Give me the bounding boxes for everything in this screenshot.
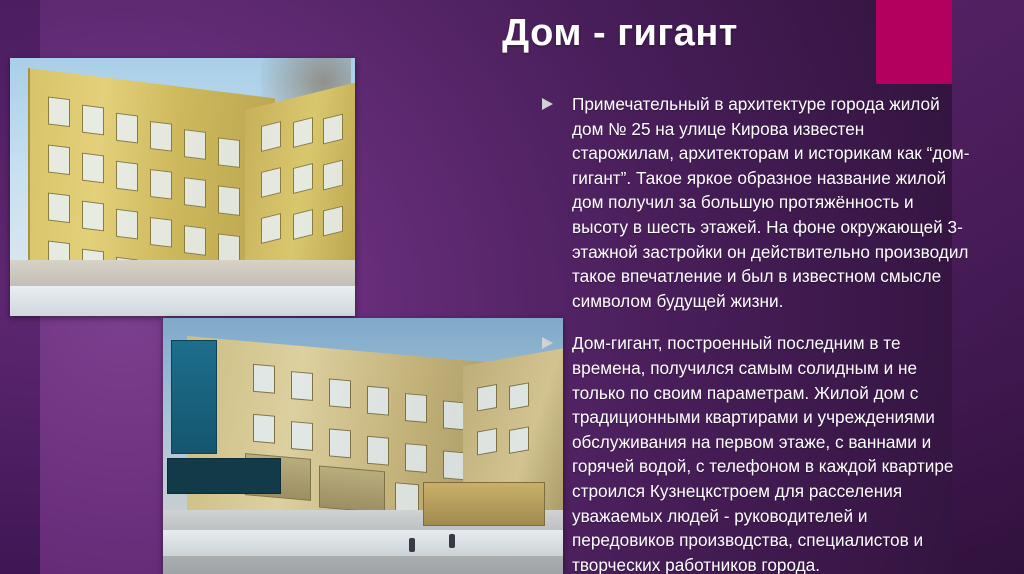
snow-ground xyxy=(10,286,355,316)
paragraph-text: Примечательный в архитектуре города жилой дом № 25 на улице Кирова известен старожилам, архитекторам и историкам как “дом-гигант”. Такое яркое образное название жилой дом получил за большую протяжённость и высоту в шесть этажей. На фоне окружающей 3-этажной застройки он действительно производил такое впечатление и был в известном смысле символом будущей жизни. xyxy=(572,94,970,311)
bullet-paragraph xyxy=(538,331,970,574)
triangle-bullet-icon xyxy=(542,98,553,110)
triangle-bullet-icon xyxy=(542,337,553,349)
street-sign-vertical xyxy=(171,340,217,454)
shop-frontage xyxy=(423,482,545,526)
slide-body-text xyxy=(538,92,970,574)
accent-block xyxy=(876,0,952,84)
slide-image-1 xyxy=(10,58,355,316)
pedestrian xyxy=(449,534,455,548)
pedestrian xyxy=(409,538,415,552)
bullet-paragraph xyxy=(538,92,970,313)
slide-image-2 xyxy=(163,318,563,574)
street-sign-horizontal xyxy=(167,458,281,494)
snow-bank xyxy=(163,530,563,556)
paragraph-text: Дом-гигант, построенный последним в те времена, получился самым солидным и не только по своим параметрам. Жилой дом с традиционными квартирами и учреждениями обслуживания на первом этаже, с ваннами и горячей водой, с телефоном в каждой квартире строился Кузнецкстроем для расселения уважаемых людей - руководителей и передовиков производства, специалистов и творческих работников города. xyxy=(572,333,954,574)
slide-title: Дом - гигант xyxy=(502,12,738,54)
